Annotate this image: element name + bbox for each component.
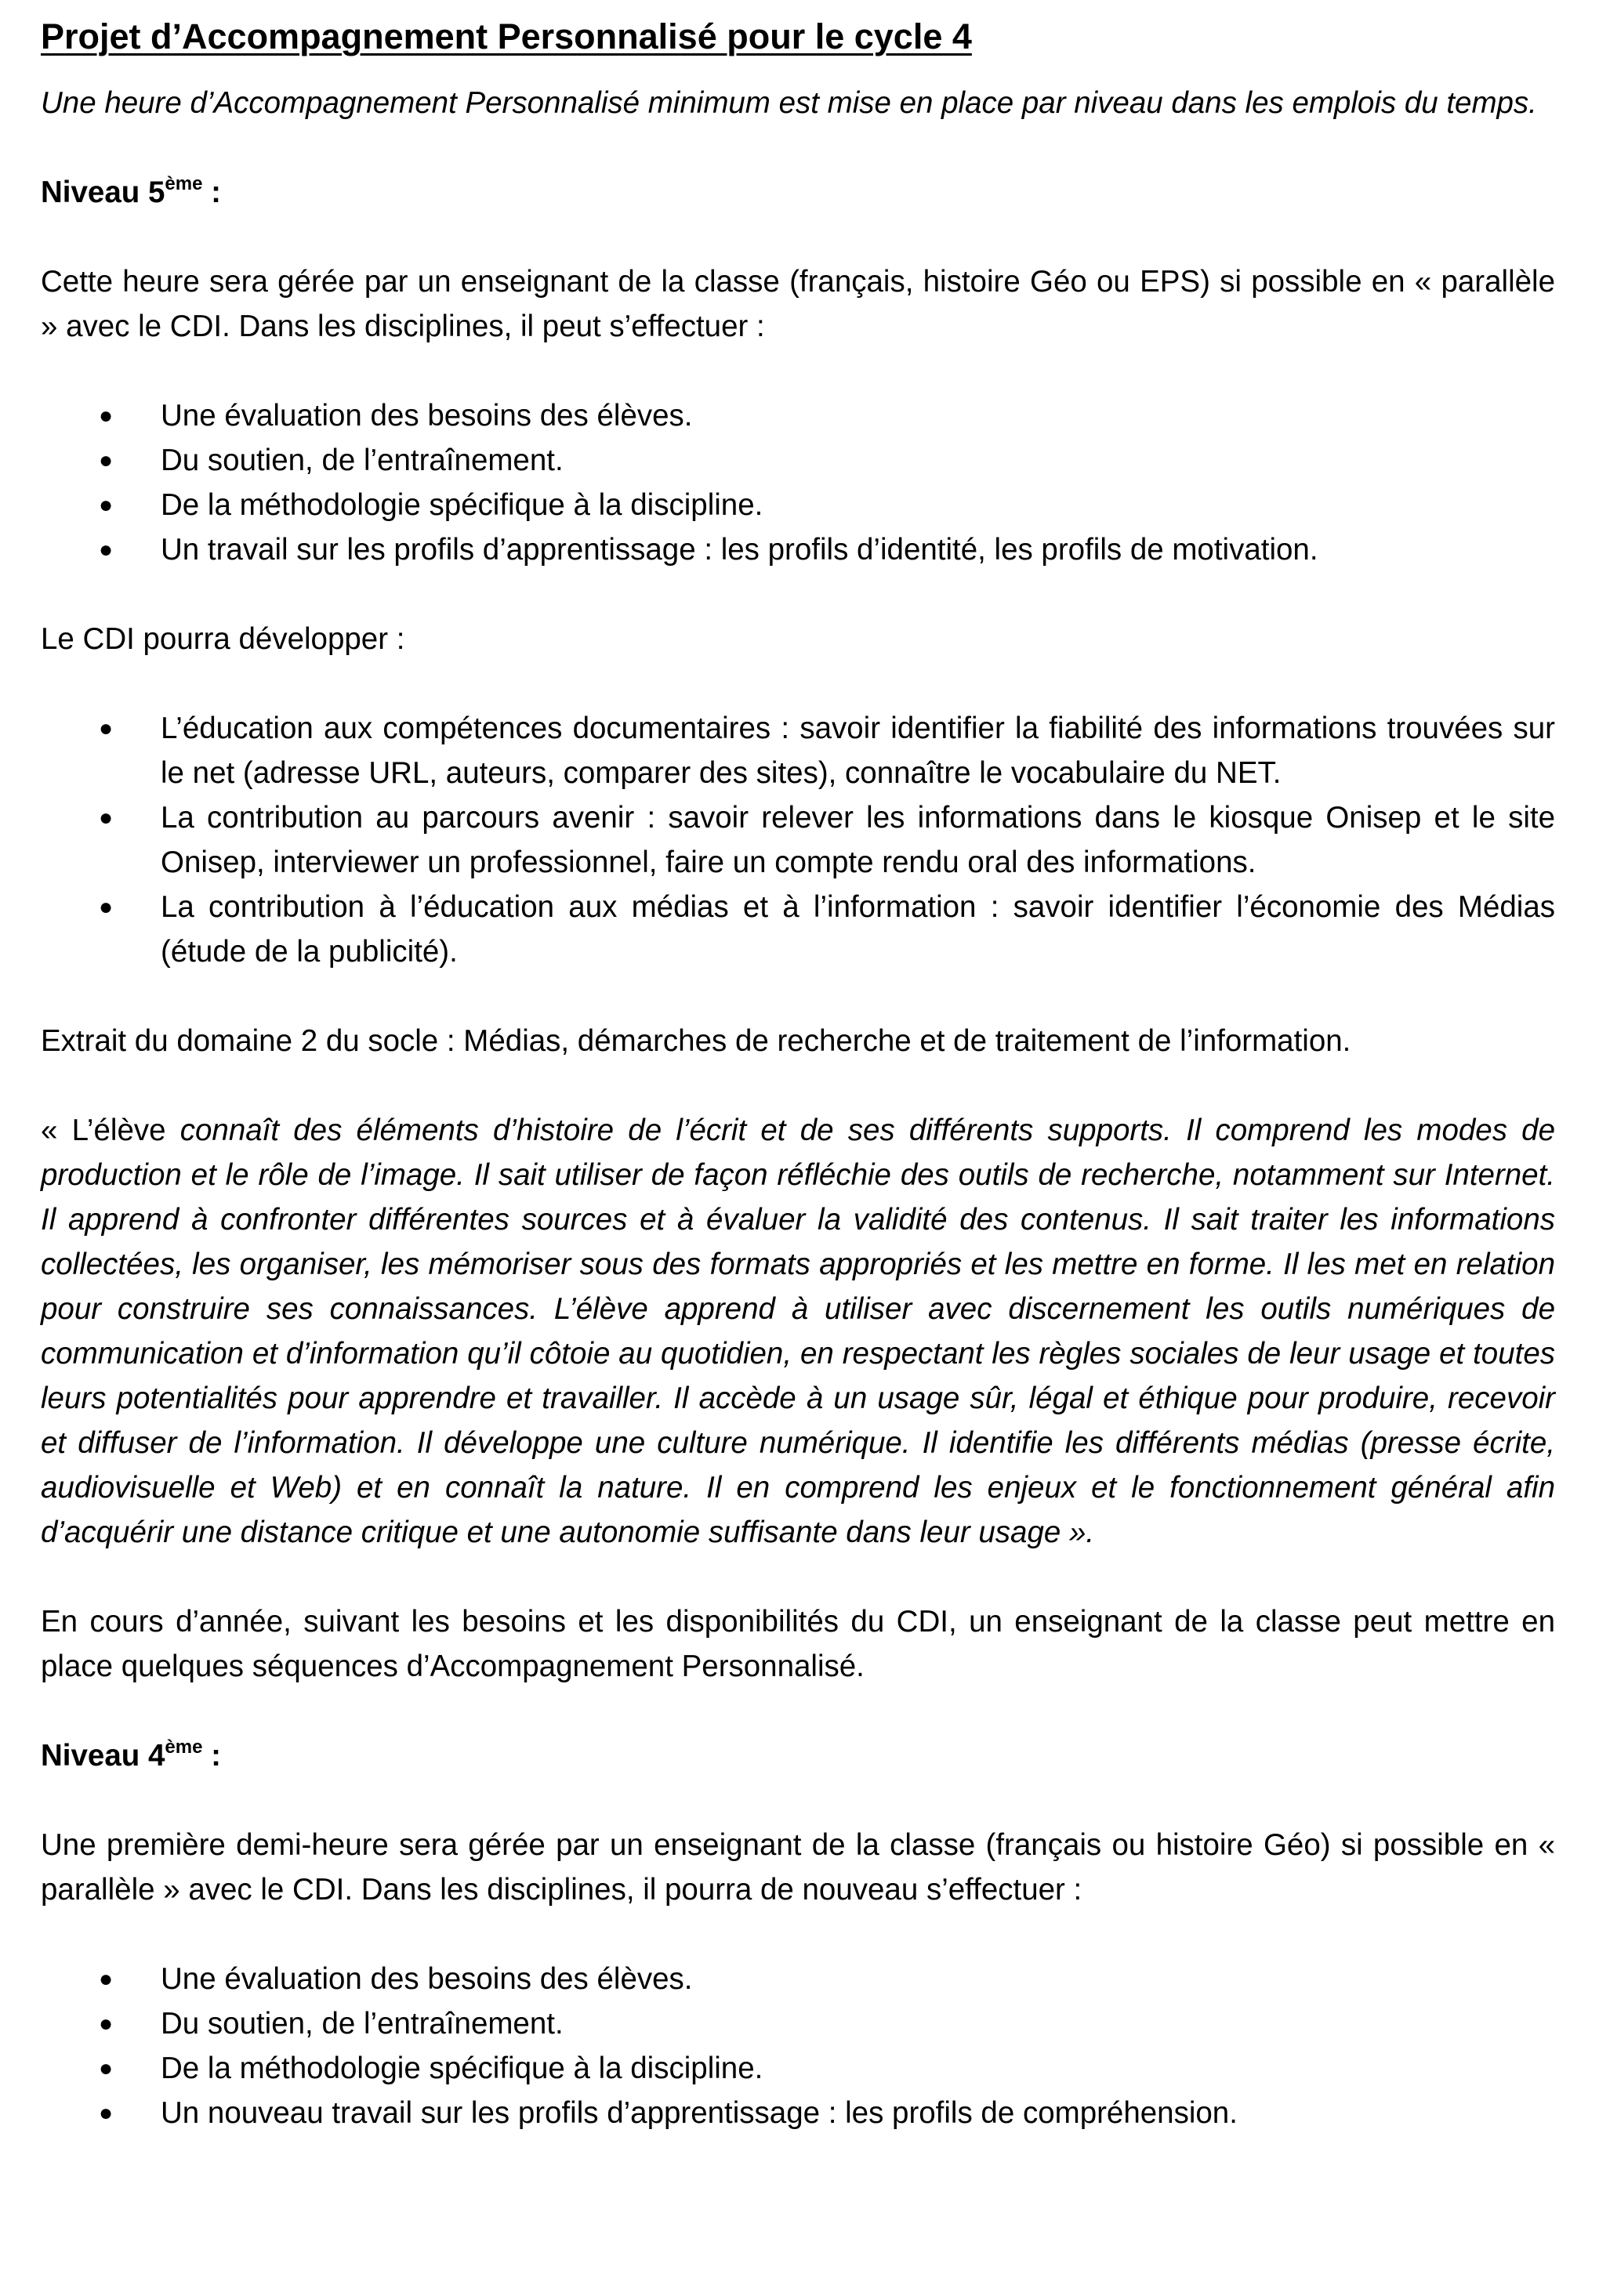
list-item — [41, 795, 1555, 885]
cdi-intro: Le CDI pourra développer : — [41, 622, 405, 656]
level-4-heading-prefix: Niveau 4 — [41, 1739, 165, 1773]
list-item — [41, 2001, 1555, 2046]
document-page — [41, 14, 1555, 2180]
list-item — [41, 2046, 1555, 2091]
bullet-icon: ● — [99, 537, 114, 563]
bullet-icon: ● — [99, 715, 114, 741]
list-item-text: De la méthodologie spécifique à la discipline. — [161, 488, 763, 522]
level-4-heading-sup: ème — [165, 1736, 203, 1758]
list-item — [41, 393, 1555, 438]
socle-quote-body: connaît des éléments d’histoire de l’écrit et de ses différents supports. Il comprend les modes de production et le rôle de l’image. Il sait utiliser de façon réfléchie des outils de recherche, notamment sur Internet. Il apprend à confronter différentes sources et à évaluer la validité des contenus. Il sait traiter les informations collectées, les organiser, les mémoriser sous des formats appropriés et les mettre en forme. Il les met en relation pour construire ses connaissances. L’élève apprend à utiliser avec discernement les outils numériques de communication et d’information qu’il côtoie au quotidien, en respectant les règles sociales de leur usage et toutes leurs potentialités pour apprendre et travailler. Il accède à un usage sûr, légal et éthique pour produire, recevoir et diffuser de l’information. Il développe une culture numérique. Il identifie les différents médias (presse écrite, audiovisuelle et Web) et en connaît la nature. Il en comprend les enjeux et le fonctionnement général afin d’acquérir une distance critique et une autonomie suffisante dans leur usage ». — [41, 1114, 1556, 1549]
list-item-text: La contribution au parcours avenir : savoir relever les informations dans le kiosque Onisep et le site Onisep, interviewer un professionnel, faire un compte rendu oral des informations. — [161, 801, 1555, 879]
list-item-text: Une évaluation des besoins des élèves. — [161, 1962, 693, 1996]
list-item-text: Du soutien, de l’entraînement. — [161, 444, 564, 477]
document-title: Projet d’Accompagnement Personnalisé pour le cycle 4 — [41, 16, 972, 56]
bullet-icon: ● — [99, 2055, 114, 2081]
list-item-text: Du soutien, de l’entraînement. — [161, 2007, 564, 2041]
level-4-discipline-list — [41, 1957, 1555, 2135]
level-5-heading-prefix: Niveau 5 — [41, 176, 165, 209]
level-4-paragraph: Une première demi-heure sera gérée par un enseignant de la classe (français ou histoire Géo) si possible en « parallèle » avec le CDI. Dans les disciplines, il pourra de nouveau s’effectuer : — [41, 1828, 1555, 1907]
cdi-list — [41, 706, 1555, 974]
list-item-text: L’éducation aux compétences documentaires : savoir identifier la fiabilité des informations trouvées sur le net (adresse URL, auteurs, comparer des sites), connaître le vocabulaire du NET. — [161, 712, 1555, 790]
list-item-text: Une évaluation des besoins des élèves. — [161, 399, 693, 433]
intro-paragraph: Une heure d’Accompagnement Personnalisé minimum est mise en place par niveau dans les emplois du temps. — [41, 86, 1537, 120]
list-item — [41, 527, 1555, 572]
list-item — [41, 885, 1555, 974]
level-5-heading-suffix: : — [202, 176, 221, 209]
bullet-icon: ● — [99, 492, 114, 518]
list-item-text: La contribution à l’éducation aux médias et à l’information : savoir identifier l’économie des Médias (étude de la publicité). — [161, 890, 1555, 969]
level-5-heading — [41, 170, 1555, 215]
bullet-icon: ● — [99, 403, 114, 429]
list-item — [41, 706, 1555, 795]
level-4-heading — [41, 1733, 1555, 1778]
level-4-heading-suffix: : — [202, 1739, 221, 1773]
bullet-icon: ● — [99, 447, 114, 473]
level-5-paragraph: Cette heure sera gérée par un enseignant de la classe (français, histoire Géo ou EPS) si possible en « parallèle » avec le CDI. Dans les disciplines, il peut s’effectuer : — [41, 265, 1555, 343]
bullet-icon: ● — [99, 2011, 114, 2037]
list-item — [41, 438, 1555, 483]
socle-extract: Extrait du domaine 2 du socle : Médias, démarches de recherche et de traitement de l’information. — [41, 1024, 1351, 1058]
socle-quote-open: « L’élève — [41, 1114, 180, 1147]
bullet-icon: ● — [99, 894, 114, 920]
level-5-heading-sup: ème — [165, 173, 203, 195]
list-item-text: De la méthodologie spécifique à la discipline. — [161, 2052, 763, 2085]
bullet-icon: ● — [99, 805, 114, 831]
list-item — [41, 1957, 1555, 2001]
level-5-discipline-list — [41, 393, 1555, 572]
bullet-icon: ● — [99, 2100, 114, 2126]
list-item — [41, 2091, 1555, 2135]
list-item — [41, 483, 1555, 527]
list-item-text: Un nouveau travail sur les profils d’apprentissage : les profils de compréhension. — [161, 2096, 1238, 2130]
list-item-text: Un travail sur les profils d’apprentissage : les profils d’identité, les profils de motivation. — [161, 533, 1318, 567]
socle-quote — [41, 1108, 1555, 1555]
bullet-icon: ● — [99, 1966, 114, 1992]
level-5-closing: En cours d’année, suivant les besoins et les disponibilités du CDI, un enseignant de la classe peut mettre en place quelques séquences d’Accompagnement Personnalisé. — [41, 1605, 1555, 1683]
